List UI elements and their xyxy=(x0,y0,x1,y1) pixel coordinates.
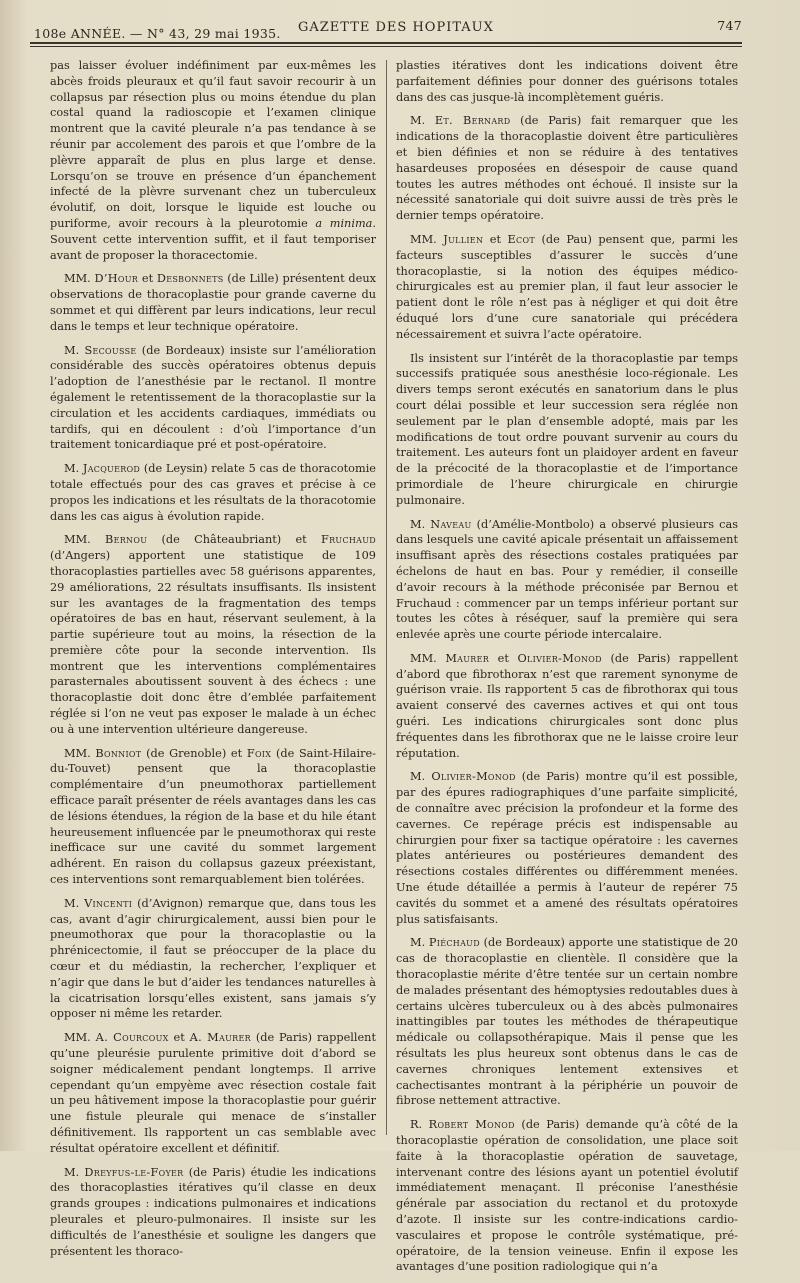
paragraph xyxy=(396,1117,738,1275)
text-run: (de Pau) pensent que, parmi les facteurs susceptibles d’assurer le succès d’une thoracoplastie, si la notion des équipes médico-chirurgicales est au premier plan, il faut leur associer le patient dont le rôle n’est pas à négliger et qui doit être éduqué lors d’une cure sanatoriale qui précédera nécessairement et suivra l’acte opératoire. xyxy=(396,232,738,341)
paragraph xyxy=(396,58,738,105)
author-name: Piéchaud xyxy=(428,936,480,950)
text-run: (de Grenoble) et xyxy=(141,746,247,760)
text-run: M. xyxy=(64,1165,85,1179)
text-run: (de Bordeaux) apporte une statistique de 20 cas de thoracoplastie en clientèle. Il considère que la thoracoplastie mérite d’être tentée sur un certain nombre de malades présentant des hémoptysies redoutables dues à certains ulcères tuberculeux ou à des abcès pulmonaires inattingibles par toutes les méthodes de thérapeutique médicale ou collapsothérapique. Mais il pense que les résultats les plus heureux sont obtenus dans le cas de cavernes chroniques lentement extensives et cachectisantes montrant à la périphérie un pouvoir de fibrose nettement attractive. xyxy=(396,936,738,1108)
author-name: Ecot xyxy=(507,232,535,246)
text-run: MM. xyxy=(64,533,105,547)
author-name: Fruchaud xyxy=(320,533,376,547)
text-run: pas laisser évoluer indéfiniment par eux-mêmes les abcès froids pleuraux et qu’il faut savoir recourir à un collapsus par résection plus ou moins étendue du plan costal quand la radioscopie et l’examen clinique montrent que la cavité pleurale n’a pas tendance à se réunir par accolement des parois et que l’ombre de la plèvre apparaît de plus en plus large et dense. Lorsqu’on se trouve en présence d’un épanchement infecté de la plèvre survenant chez un tuberculeux évolutif, on doit, lorsque le liquide est louche ou puriforme, avoir recours à la pleurotomie xyxy=(50,59,376,230)
text-run: (de Châteaubriant) et xyxy=(147,533,321,547)
journal-title: GAZETTE DES HOPITAUX xyxy=(298,20,494,35)
text-run: MM. xyxy=(410,232,444,246)
text-run: (de Bordeaux) insiste sur l’amélioration considérable des succès opératoires obtenus depuis l’adoption de l’anesthésie par le rectanol. Il montre également le retentissement de la thoracoplastie sur la circulation et les accidents cardiaques, immédiats ou tardifs, qui en découlent : d’où l’importance d’un traitement tonicardiaque pré et post-opératoire. xyxy=(50,343,377,452)
paragraph xyxy=(50,343,376,454)
text-run: MM. xyxy=(64,1031,96,1045)
page-header xyxy=(28,18,744,40)
text-run: (de Leysin) relate 5 cas de thoracotomie totale effectués pour des cas graves et précise à ce propos les indications et les résultats de la thoracotomie dans les cas aigus à évolution rapide. xyxy=(50,462,376,523)
header-rule-thin xyxy=(30,46,742,47)
author-name: Naveau xyxy=(430,517,472,531)
paragraph xyxy=(50,532,376,737)
author-name: Dreyfus-le-Foyer xyxy=(84,1165,184,1179)
paragraph xyxy=(50,58,376,263)
text-run: Ils insistent sur l’intérêt de la thoracoplastie par temps successifs pratiquée sous anesthésie loco-régionale. Les divers temps seront exécutés en sanatorium dans le plus court délai possible et leur succession sera réglée non seulement par le plan d’ensemble adopté, mais par les modifications de tout ordre pouvant survenir au cours du traitement. Les auteurs font un plaidoyer ardent en faveur de la précocité de la thoracoplastie et de l’importance primordiale de l’heure chirurgicale en chirurgie pulmonaire. xyxy=(396,351,738,507)
text-run: M. xyxy=(64,896,85,910)
text-run: et xyxy=(138,272,157,286)
text-run: (d’Angers) apportent une statistique de 109 thoracoplasties partielles avec 58 guérisons apparentes, 29 améliorations, 22 résultats insuffisants. Ils insistent sur les avantages de la fragmentation des temps opératoires de bas en haut, réservant seulement, à la partie supérieure tout au moins, la résection de la première côte pour la seconde intervention. Ils montrent que les interventions complémentaires parasternales aboutissent souvent à des échecs : une thoracoplastie doit donc être d’emblée parfaitement réglée si l’on ne veut pas exposer le malade à un échec ou à une intervention ultérieure dangereuse. xyxy=(50,549,376,736)
paragraph xyxy=(50,461,376,524)
text-run: (de Paris) rappellent qu’une pleurésie purulente primitive doit d’abord se soigner médicalement pendant longtemps. Il arrive cependant qu’un empyème avec résection costale fait un peu hâtivement impose la thoracoplastie pour guérir une fistule pleurale qui menace de s’installer définitivement. Ils rapportent un cas semblable avec résultat opératoire excellent et définitif. xyxy=(50,1031,376,1155)
paragraph xyxy=(50,1165,376,1260)
text-run: M. xyxy=(64,343,85,357)
author-name: Bonniot xyxy=(95,746,142,760)
text-run: plasties itératives dont les indications doivent être parfaitement définies pour donner des guérisons totales dans des cas jusque-là incomplètement guéris. xyxy=(396,59,738,104)
left-column xyxy=(50,58,376,1267)
text-run: MM. xyxy=(64,746,96,760)
paragraph xyxy=(396,232,738,343)
text-run: M. xyxy=(410,517,431,531)
text-run: M. xyxy=(410,770,432,784)
text-run: . Souvent cette intervention suffit, et il faut temporiser avant de proposer la thoracectomie. xyxy=(50,216,376,262)
paragraph xyxy=(50,1030,376,1156)
right-column xyxy=(396,58,738,1283)
text-run: (d’Avignon) remarque que, dans tous les cas, avant d’agir chirurgicalement, aussi bien pour le pneumothorax que pour la thoracoplastie ou la phrénicectomie, il faut se préoccuper de la place du cœur et du médiastin, la rechercher, l’expliquer et n’agir que dans le but d’aider les tendances naturelles à la cicatrisation lorsqu’elles existent, sans jamais s’y opposer ni même les retarder. xyxy=(50,896,377,1021)
text-run: M. xyxy=(64,462,83,476)
column-separator xyxy=(386,60,387,1135)
text-run: (de Paris) demande qu’à côté de la thoracoplastie opération de consolidation, une place soit faite à la thoracoplastie opération de sauvetage, intervenant contre des lésions ayant un potentiel évolutif immédiatement menaçant. Il préconise l’anesthésie générale par association du rectanol et du protoxyde d’azote. Il insiste sur les contre-indications cardio-vasculaires et propose le contrôle systématique, pré-opératoire, de la tension veineuse. Enfin il expose les avantages d’une position radiologique qui n’a xyxy=(396,1118,738,1274)
author-name: Bernou xyxy=(104,533,148,547)
author-name: Jacquerod xyxy=(82,462,141,476)
author-name: A. Maurer xyxy=(189,1031,251,1045)
author-name: Jullien xyxy=(443,232,484,246)
issue-info: 108e ANNÉE. — N° 43, 29 mai 1935. xyxy=(34,26,281,41)
text-run: (de Paris) étudie les indications des thoracoplasties itératives qu’il classe en deux grands groupes : indications pulmonaires et indications pleurales et pleuro-pulmonaires. Il insiste sur les difficultés de l’anesthésie et souligne les dangers que présentent les thoraco- xyxy=(50,1165,377,1258)
author-name: Desbonnets xyxy=(156,272,224,286)
text-run: M. xyxy=(410,114,435,128)
text-run: (de Paris) fait remarquer que les indications de la thoracoplastie doivent être particulières et bien définies et non se réduire à des tentatives hasardeuses proposées en désespoir de cause quand toutes les autres méthodes ont échoué. Il insiste sur la nécessité sanatoriale qui doit suivre aussi de très près le dernier temps opératoire. xyxy=(396,114,738,223)
paragraph xyxy=(396,113,738,224)
author-name: D’Hour xyxy=(94,272,139,286)
text-run: MM. xyxy=(410,651,446,665)
paragraph xyxy=(50,746,376,888)
text-run: et xyxy=(483,232,508,246)
text-run: (de Paris) rappellent d’abord que fibrothorax n’est que rarement synonyme de guérison vraie. Ils rapportent 5 cas de fibrothorax qui tous avaient conservé des cavernes actives et qui ont tous guéri. Les indications chirurgicales sont donc plus fréquentes dans les fibrothorax que ne le laisse croire leur réputation. xyxy=(396,651,738,760)
page-number: 747 xyxy=(717,18,742,33)
author-name: Secousse xyxy=(84,343,137,357)
author-name: Robert Monod xyxy=(428,1118,515,1132)
text-run: (de Saint-Hilaire-du-Touvet) pensent que la thoracoplastie complémentaire d’un pneumothorax partiellement efficace paraît présenter de réels avantages dans les cas de lésions étendues, la région de la base et du hile étant heureusement influencée par le pneumothorax qui reste inefficace sur une cavité du sommet largement adhérent. En raison du collapsus gazeux préexistant, ces interventions sont remarquablement bien tolérées. xyxy=(50,746,376,887)
paragraph xyxy=(396,769,738,927)
italic-text: a minima xyxy=(315,216,373,230)
author-name: Maurer xyxy=(445,651,490,665)
text-run: (de Paris) montre qu’il est possible, par des épures radiographiques d’une parfaite simplicité, de connaître avec précision la profondeur et la forme des cavernes. Ce repérage précis est indispensable au chirurgien pour fixer sa tactique opératoire : les cavernes plates antérieures ou postérieures demandent des résections costales différentes ou différemment menées. Une étude détaillée a permis à l’auteur de repérer 75 cavités du sommet et a amené des résultats opératoires plus satisfaisants. xyxy=(396,770,739,926)
author-name: Olivier-Monod xyxy=(431,770,516,784)
paragraph xyxy=(396,517,738,643)
author-name: Foix xyxy=(246,746,272,760)
text-run: (de Lille) présentent deux observations de thoracoplastie pour grande caverne du sommet et qui diffèrent par leurs indications, leur recul dans le temps et leur technique opératoire. xyxy=(50,272,376,333)
paragraph xyxy=(50,896,376,1022)
author-name: Olivier-Monod xyxy=(517,651,602,665)
paragraph xyxy=(396,351,738,509)
paragraph xyxy=(396,651,738,762)
text-run: et xyxy=(168,1031,190,1045)
text-run: MM. xyxy=(64,272,95,286)
author-name: Et. Bernard xyxy=(434,114,511,128)
header-rule-thick xyxy=(30,42,742,44)
text-run: et xyxy=(489,651,518,665)
author-name: Vincenti xyxy=(84,896,133,910)
text-run: R. xyxy=(410,1118,429,1132)
author-name: A. Courcoux xyxy=(95,1031,169,1045)
text-run: (d’Amélie-Montbolo) a observé plusieurs cas dans lesquels une cavité apicale présentait un affaissement insuffisant après des résections costales pratiquées par échelons de haut en bas. Pour y remédier, il conseille d’avoir recours à la méthode préconisée par Bernou et Fruchaud : commencer par un temps inférieur portant sur toutes les côtes à réséquer, sauf la première qui sera enlevée après une courte période intercalaire. xyxy=(396,517,738,642)
text-run: M. xyxy=(410,936,429,950)
paragraph xyxy=(396,935,738,1109)
paragraph xyxy=(50,271,376,334)
